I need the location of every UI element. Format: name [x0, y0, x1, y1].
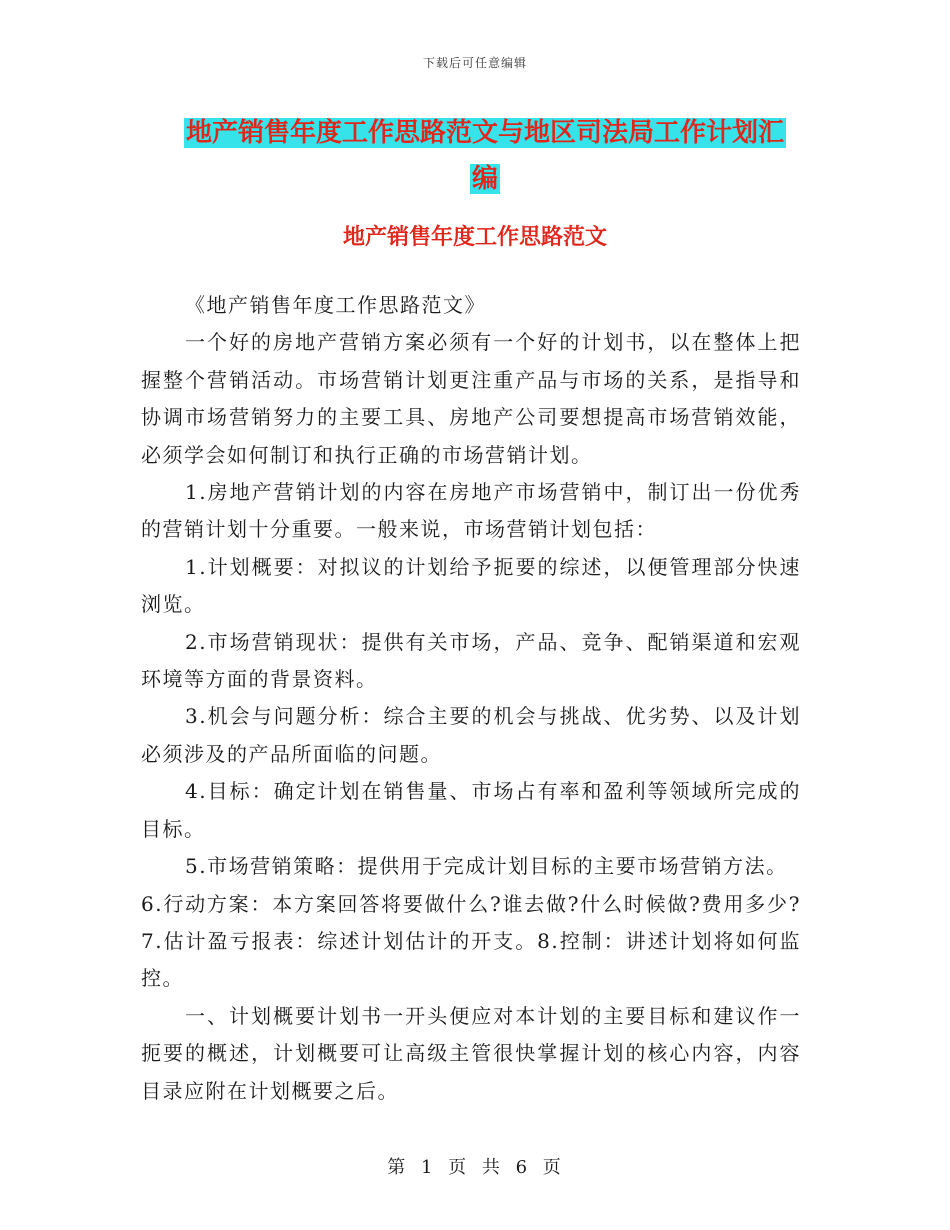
- footer-label-total: 共: [481, 1157, 502, 1178]
- paragraph-summary: 一、计划概要计划书一开头便应对本计划的主要目标和建议作一扼要的概述，计划概要可让高级主管很快掌握计划的核心内容，内容目录应附在计划概要之后。: [141, 1003, 801, 1103]
- body-text: [141, 287, 801, 1110]
- footer-label-page: 第: [387, 1157, 408, 1178]
- title-line-1: 地产销售年度工作思路范文与地区司法局工作计划汇: [185, 118, 784, 148]
- footer-page-number: 1: [420, 1157, 435, 1178]
- paragraph-intro: 一个好的房地产营销方案必须有一个好的计划书，以在整体上把握整个营销活动。市场营销计划更注重产品与市场的关系，是指导和协调市场营销努力的主要工具、房地产公司要想提高市场营销效能，必须学会如何制订和执行正确的市场营销计划。: [141, 330, 801, 467]
- page-footer: [0, 1153, 950, 1179]
- paragraph-item-5: 5.市场营销策略：提供用于完成计划目标的主要市场营销方法。: [185, 854, 788, 879]
- section-title: 地产销售年度工作思路范文: [342, 225, 607, 250]
- footer-label-unit-2: 页: [542, 1157, 563, 1178]
- paragraph-item-4: 4.目标：确定计划在销售量、市场占有率和盈利等领域所完成的目标。: [141, 779, 801, 841]
- document-title: [150, 110, 820, 202]
- paragraph-item-3: 3.机会与问题分析：综合主要的机会与挑战、优劣势、以及计划必须涉及的产品所面临的问题。: [141, 704, 801, 766]
- header-note: 下载后可任意编辑: [422, 56, 527, 70]
- paragraph-item-2: 2.市场营销现状：提供有关市场，产品、竞争、配销渠道和宏观环境等方面的背景资料。: [141, 629, 801, 692]
- paragraph-plan-content: 1.房地产营销计划的内容在房地产市场营销中，制订出一份优秀的营销计划十分重要。一般来说，市场营销计划包括：: [141, 480, 801, 542]
- paragraph-book-title: 《地产销售年度工作思路范文》: [185, 293, 486, 317]
- footer-total-pages: 6: [515, 1157, 530, 1178]
- footer-label-unit: 页: [448, 1157, 469, 1178]
- paragraph-item-1: 1.计划概要：对拟议的计划给予扼要的综述，以便管理部分快速浏览。: [141, 554, 801, 617]
- title-line-2: 编: [471, 164, 498, 194]
- paragraph-items-6-8: 6.行动方案：本方案回答将要做什么?谁去做?什么时候做?费用多少?7.估计盈亏报表：综述计划估计的开支。8.控制：讲述计划将如何监控。: [141, 891, 801, 991]
